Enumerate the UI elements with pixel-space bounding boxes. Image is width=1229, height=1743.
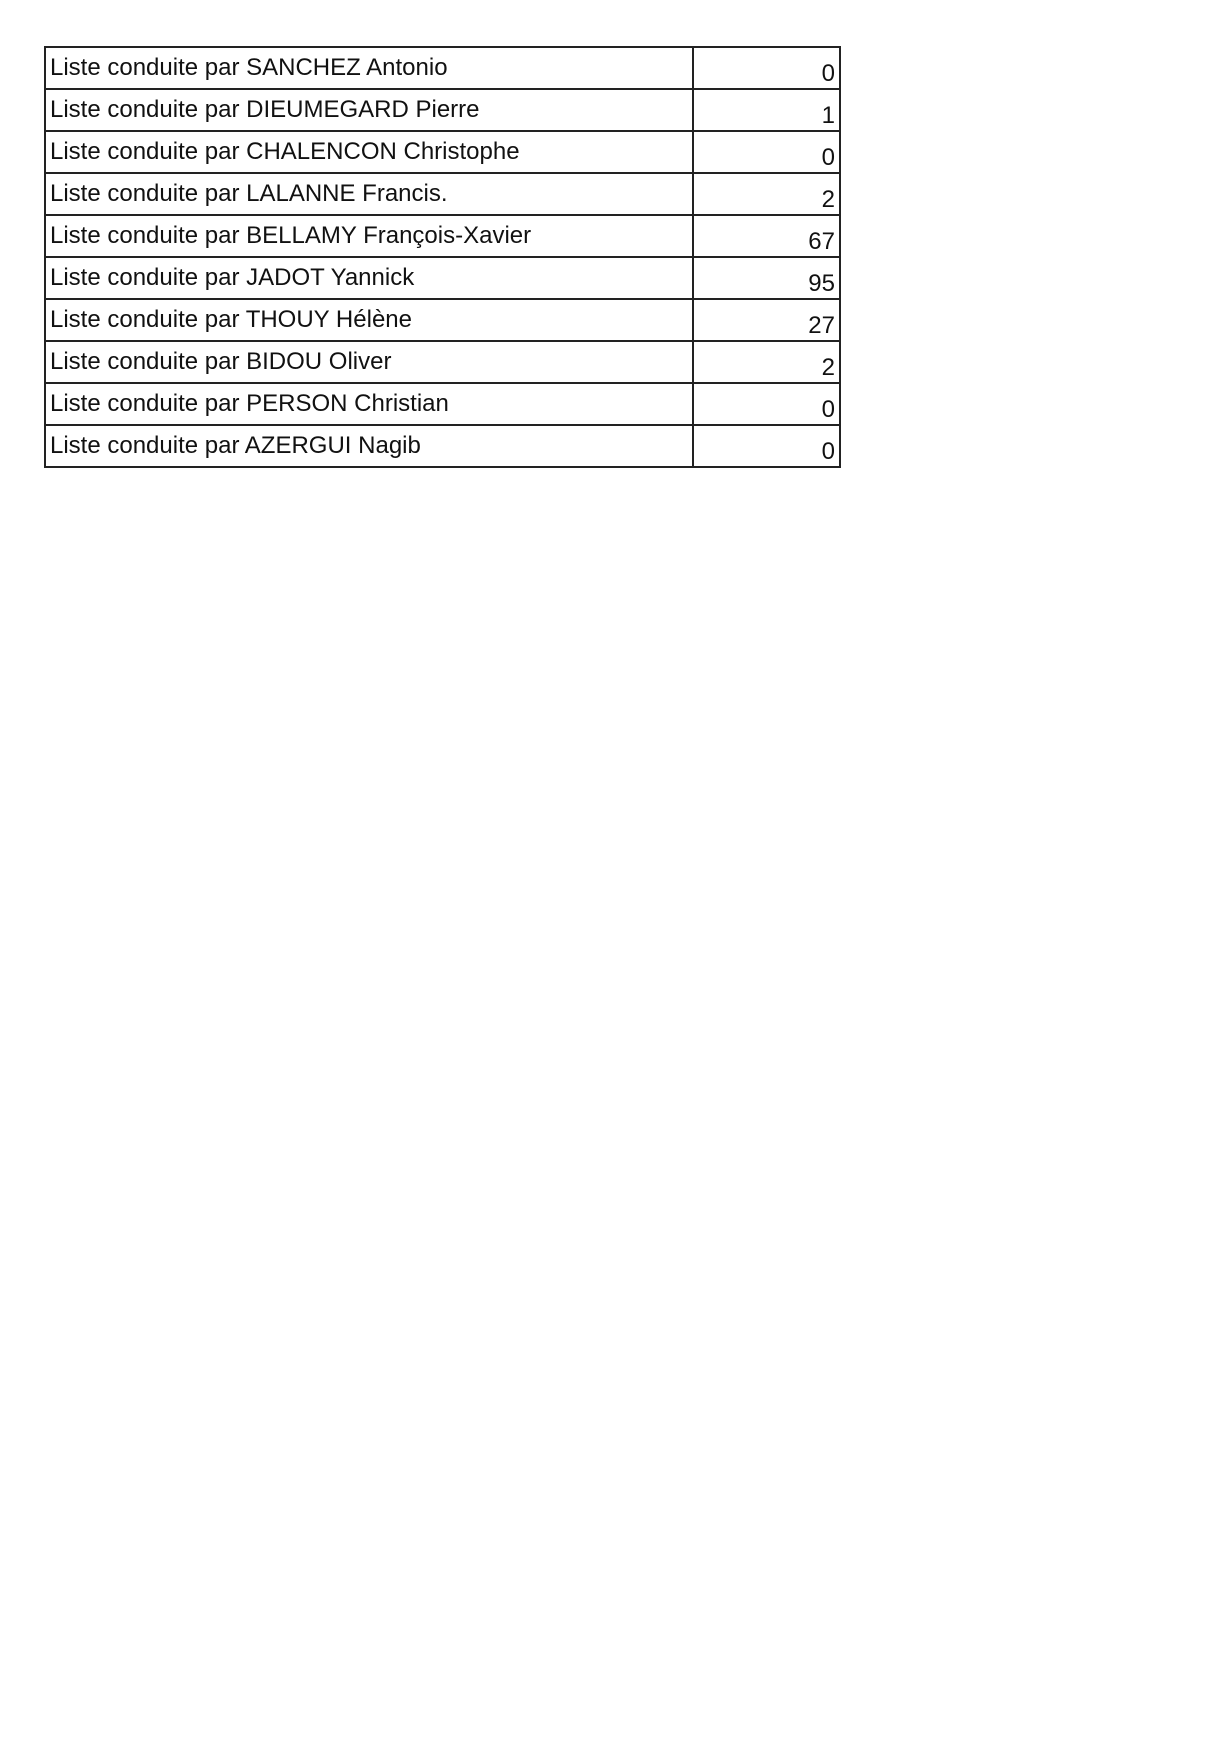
- table-row: [45, 425, 840, 467]
- vote-count-cell: 27: [693, 299, 840, 341]
- vote-count-cell: 0: [693, 47, 840, 89]
- table-row: [45, 299, 840, 341]
- table-row: [45, 89, 840, 131]
- table-row: [45, 341, 840, 383]
- vote-count-cell: 1: [693, 89, 840, 131]
- table-row: [45, 215, 840, 257]
- table-row: [45, 173, 840, 215]
- vote-count-cell: 2: [693, 341, 840, 383]
- vote-count-cell: 0: [693, 425, 840, 467]
- list-name-cell: Liste conduite par BIDOU Oliver: [45, 341, 693, 383]
- results-table: [44, 46, 841, 468]
- list-name-cell: Liste conduite par LALANNE Francis.: [45, 173, 693, 215]
- table-row: [45, 131, 840, 173]
- vote-count-cell: 95: [693, 257, 840, 299]
- table-row: [45, 257, 840, 299]
- list-name-cell: Liste conduite par SANCHEZ Antonio: [45, 47, 693, 89]
- vote-count-cell: 0: [693, 131, 840, 173]
- list-name-cell: Liste conduite par DIEUMEGARD Pierre: [45, 89, 693, 131]
- list-name-cell: Liste conduite par JADOT Yannick: [45, 257, 693, 299]
- list-name-cell: Liste conduite par CHALENCON Christophe: [45, 131, 693, 173]
- vote-count-cell: 67: [693, 215, 840, 257]
- vote-count-cell: 0: [693, 383, 840, 425]
- list-name-cell: Liste conduite par BELLAMY François-Xavier: [45, 215, 693, 257]
- list-name-cell: Liste conduite par AZERGUI Nagib: [45, 425, 693, 467]
- vote-count-cell: 2: [693, 173, 840, 215]
- list-name-cell: Liste conduite par PERSON Christian: [45, 383, 693, 425]
- table-row: [45, 383, 840, 425]
- table-row: [45, 47, 840, 89]
- list-name-cell: Liste conduite par THOUY Hélène: [45, 299, 693, 341]
